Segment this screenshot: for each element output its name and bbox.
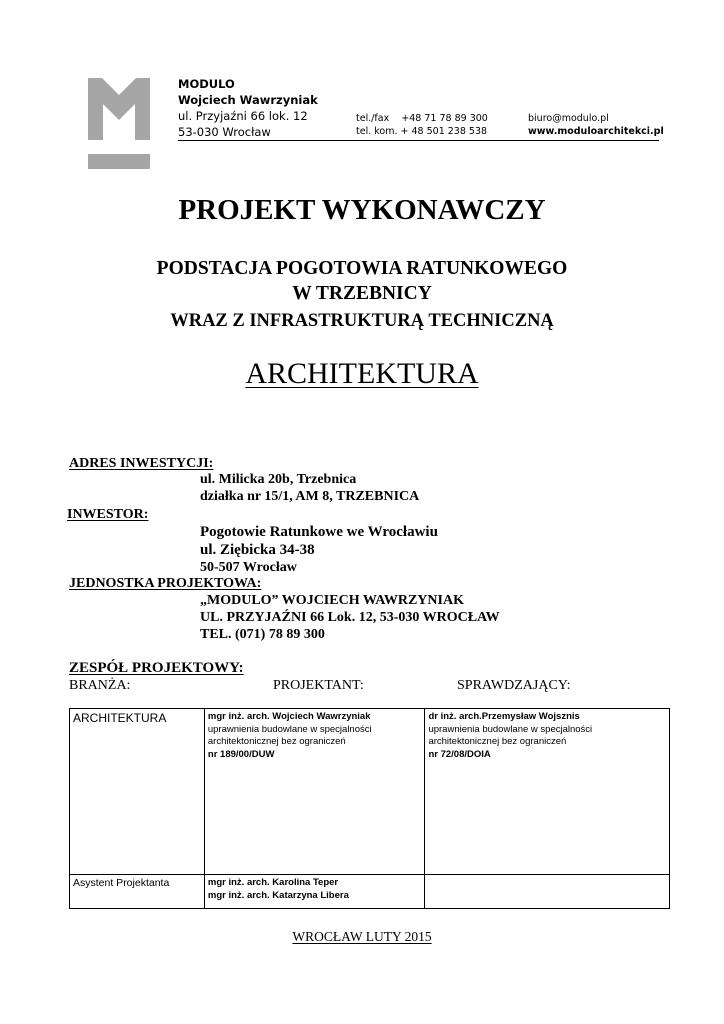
project-name-line3: WRAZ Z INFRASTRUKTURĄ TECHNICZNĄ (170, 311, 554, 331)
company-owner: Wojciech Wawrzyniak (178, 93, 318, 107)
branch-cell (70, 875, 205, 909)
table-row (70, 709, 670, 875)
checker-license-number: nr 72/08/DOIA (428, 748, 491, 760)
investor-line1: Pogotowie Ratunkowe we Wrocławiu (200, 524, 438, 540)
design-unit-line1: „MODULO” WOJCIECH WAWRZYNIAK (200, 593, 464, 608)
column-header-designer: PROJEKTANT: (273, 678, 364, 693)
investor-line3: 50-507 Wrocław (200, 560, 297, 575)
email: biuro@modulo.pl (528, 113, 609, 124)
discipline-title-text: ARCHITEKTURA (245, 357, 479, 390)
column-header-branch: BRANŻA: (69, 678, 131, 693)
checker-name: dr inż. arch.Przemysław Wojsznis (428, 711, 580, 722)
phone-block (356, 112, 488, 138)
column-header-checker: SPRAWDZAJĄCY: (457, 678, 571, 693)
branch-name: ARCHITEKTURA (73, 711, 167, 725)
checker-cell (425, 875, 670, 909)
project-team-table (69, 708, 670, 909)
tel-fax: tel./fax +48 71 78 89 300 (356, 113, 488, 124)
investor-label: INWESTOR: (67, 507, 149, 522)
web-block (528, 112, 664, 138)
investment-address-line1: ul. Milicka 20b, Trzebnica (200, 472, 357, 487)
investment-address-line2: działka nr 15/1, AM 8, TRZEBNICA (200, 489, 420, 504)
design-unit-line3: TEL. (071) 78 89 300 (200, 627, 325, 642)
company-name: MODULO (178, 77, 235, 91)
company-street: ul. Przyjaźni 66 lok. 12 (178, 109, 308, 123)
place-and-date: WROCŁAW LUTY 2015 (292, 929, 432, 944)
designer-cell (204, 709, 425, 875)
table-row (70, 875, 670, 909)
branch-name: Asystent Projektanta (73, 877, 170, 889)
tel-mobile: tel. kom. + 48 501 238 538 (356, 126, 488, 137)
design-unit-label: JEDNOSTKA PROJEKTOWA: (69, 576, 262, 591)
header-divider (178, 140, 659, 141)
design-unit-line2: UL. PRZYJAŹNI 66 Lok. 12, 53-030 WROCŁAW (200, 610, 500, 625)
company-address-block (178, 76, 318, 140)
project-name-line1: PODSTACJA POGOTOWIA RATUNKOWEGO (156, 258, 568, 279)
designer-cell (204, 875, 425, 909)
document-title: PROJEKT WYKONAWCZY (178, 194, 546, 226)
project-name-line2: W TRZEBNICY (292, 283, 432, 304)
investor-line2: ul. Ziębicka 34-38 (200, 542, 315, 558)
designer-license-line1: uprawnienia budowlane w specjalności (207, 723, 372, 735)
company-city: 53-030 Wrocław (178, 125, 271, 139)
investment-address-label: ADRES INWESTYCJI: (69, 456, 214, 471)
website: www.moduloarchitekci.pl (528, 126, 664, 137)
assistant-name-2: mgr inż. arch. Katarzyna Libera (207, 889, 349, 901)
modulo-logo (88, 78, 150, 170)
branch-cell (70, 709, 205, 875)
team-label: ZESPÓŁ PROJEKTOWY: (69, 660, 244, 676)
checker-license-line2: architektonicznej bez ograniczeń (428, 736, 567, 747)
assistant-name-1: mgr inż. arch. Karolina Teper (207, 877, 339, 888)
checker-license-line1: uprawnienia budowlane w specjalności (428, 723, 593, 735)
designer-license-line2: architektonicznej bez ograniczeń (207, 736, 346, 747)
designer-license-number: nr 189/00/DUW (207, 748, 275, 760)
checker-cell (425, 709, 670, 875)
designer-name: mgr inż. arch. Wojciech Wawrzyniak (207, 711, 371, 722)
discipline-title (0, 357, 724, 391)
